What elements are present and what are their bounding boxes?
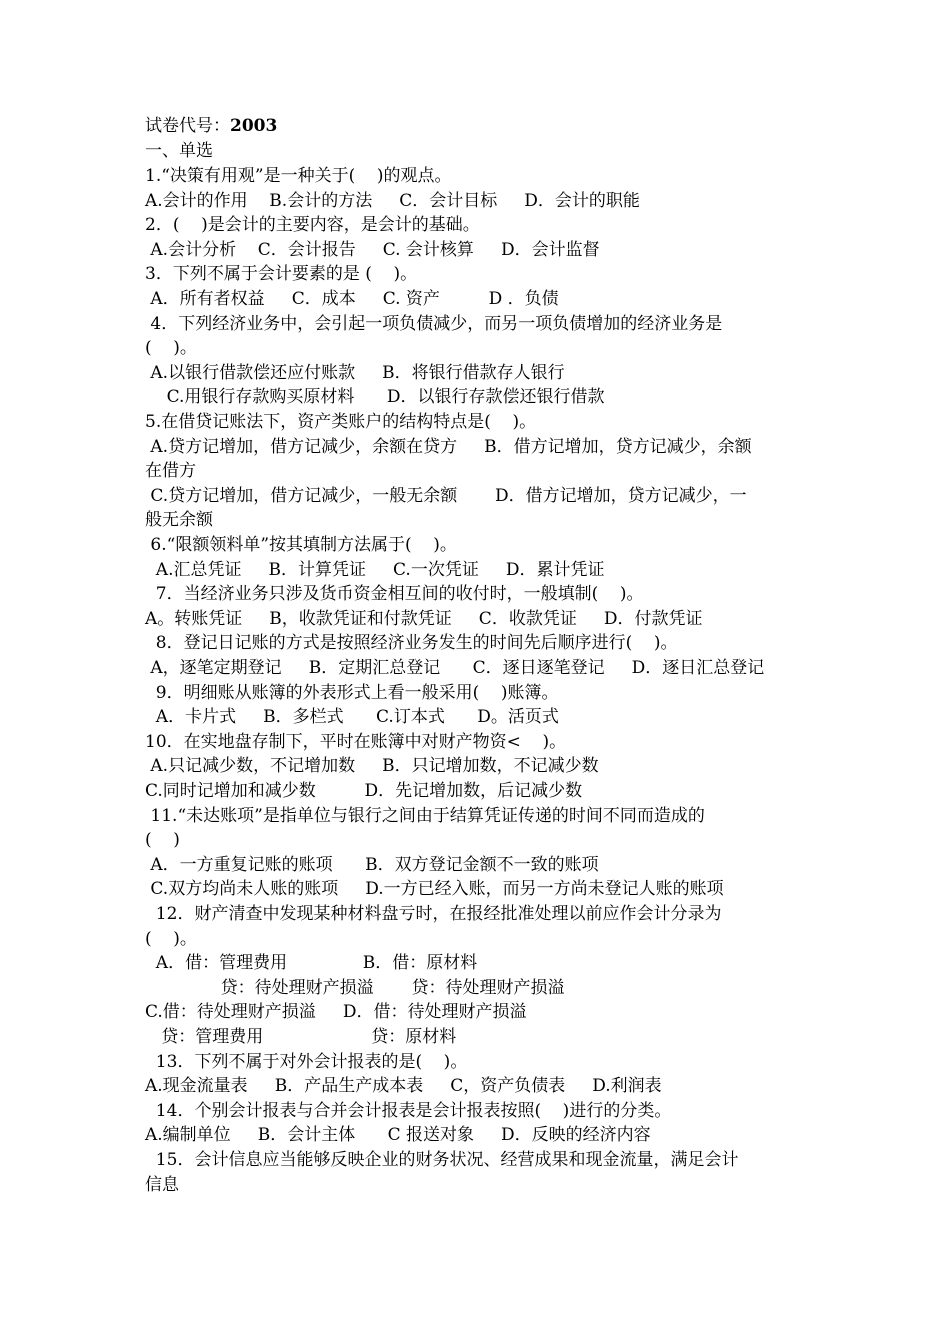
text-line: 5.在借贷记账法下，资产类账户的结构特点是( )。 <box>145 412 537 432</box>
text-line: 8．登记日记账的方式是按照经济业务发生的时间先后顺序进行( )。 <box>145 633 678 654</box>
text-line: 15．会计信息应当能够反映企业的财务状况、经营成果和现金流量，满足会计 <box>145 1150 739 1170</box>
text-line: 13．下列不属于对外会计报表的是( )。 <box>145 1051 468 1072</box>
text-line: A.贷方记增加，借方记减少，余额在贷方 B．借方记增加，贷方记减少，余额 <box>145 436 752 457</box>
text-line: C.贷方记增加，借方记减少，一般无余额 D．借方记增加，贷方记减少，一 <box>145 485 747 506</box>
text-line: 11.“未达账项”是指单位与银行之间由于结算凭证传递的时间不同而造成的 <box>145 805 705 826</box>
text-line: C.同时记增加和减少数 D．先记增加数，后记减少数 <box>145 781 583 801</box>
exam-code-label: 试卷代号： <box>145 116 230 136</box>
text-line: C.用银行存款购买原材料 D．以银行存款偿还银行借款 <box>145 387 605 408</box>
text-line: 贷：管理费用 贷：原材料 <box>145 1027 457 1047</box>
text-line: 信息 <box>145 1174 179 1195</box>
text-line: A.以银行借款偿还应付账款 B．将银行借款存人银行 <box>145 362 565 383</box>
exam-code-value: 2003 <box>230 116 278 136</box>
text-line: A.编制单位 B．会计主体 C 报送对象 D．反映的经济内容 <box>145 1125 651 1146</box>
text-line: A。转账凭证 B，收款凭证和付款凭证 C．收款凭证 D．付款凭证 <box>145 608 703 629</box>
text-line: C.双方均尚未人账的账项 D.一方已经入账，而另一方尚未登记人账的账项 <box>145 879 724 900</box>
text-line: A.只记减少数，不记增加数 B．只记增加数，不记减少数 <box>145 756 599 777</box>
text-line: 3．下列不属于会计要素的是 ( )。 <box>145 264 418 285</box>
text-line: A.会计的作用 B.会计的方法 C．会计目标 D．会计的职能 <box>145 190 640 211</box>
section-heading: 一、单选 <box>145 141 213 161</box>
text-line: 在借方 <box>145 461 196 482</box>
text-line: 9．明细账从账簿的外表形式上看一般采用( )账簿。 <box>145 682 559 703</box>
exam-code <box>145 114 277 138</box>
text-line: ( )。 <box>145 928 197 949</box>
text-line: 7．当经济业务只涉及货币资金相互间的收付时，一般填制( )。 <box>145 584 644 605</box>
text-line: 般无余额 <box>145 510 213 531</box>
text-line: A.现金流量表 B．产品生产成本表 C，资产负债表 D.利润表 <box>145 1076 662 1097</box>
text-line: 贷：待处理财产损溢 贷：待处理财产损溢 <box>145 977 565 998</box>
text-line: 6.“限额领料单”按其填制方法属于( )。 <box>145 535 457 555</box>
text-line: 2．( )是会计的主要内容，是会计的基础。 <box>145 215 480 236</box>
text-line: ( ) <box>145 830 180 851</box>
text-line: 14．个别会计报表与合并会计报表是会计报表按照( )进行的分类。 <box>145 1100 672 1121</box>
text-line: 4．下列经济业务中，会引起一项负债减少，而另一项负债增加的经济业务是 <box>145 313 723 334</box>
text-line: A．借：管理费用 B．借：原材料 <box>145 953 478 974</box>
text-line: C.借：待处理财产损溢 D．借：待处理财产损溢 <box>145 1002 527 1023</box>
text-line: 12．财产清查中发现某种材料盘亏时，在报经批准处理以前应作会计分录为 <box>145 904 722 924</box>
text-line: 1.“决策有用观”是一种关于( )的观点。 <box>145 166 452 186</box>
text-line: A.会计分析 C．会计报告 C. 会计核算 D．会计监督 <box>145 239 600 260</box>
text-line: ( )。 <box>145 338 197 359</box>
text-line: A，逐笔定期登记 B．定期汇总登记 C．逐日逐笔登记 D．逐日汇总登记 <box>145 658 765 678</box>
text-line: A.汇总凭证 B．计算凭证 C.一次凭证 D．累计凭证 <box>145 559 605 580</box>
text-line: A．一方重复记账的账项 B．双方登记金额不一致的账项 <box>145 854 599 875</box>
text-line: A．所有者权益 C．成本 C. 资产 D ．负债 <box>145 289 559 309</box>
text-line: 10．在实地盘存制下，平时在账簿中对财产物资< )。 <box>145 731 567 752</box>
text-line: A．卡片式 B．多栏式 C.订本式 D。活页式 <box>145 707 559 728</box>
